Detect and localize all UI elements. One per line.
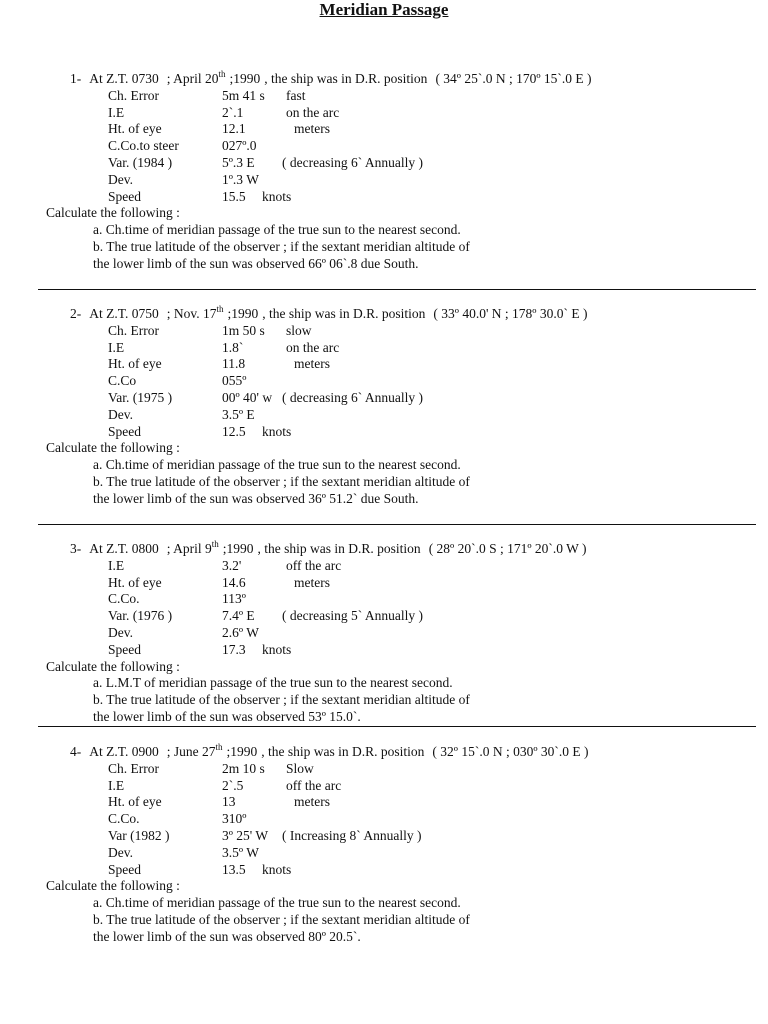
data-note: meters (294, 574, 330, 590)
zulu-time: At Z.T. 0800 (89, 541, 159, 556)
date: ; April 20 (166, 71, 219, 86)
data-label: Var. (1976 ) (108, 608, 173, 624)
question-line: the lower limb of the sun was observed 80º 20.5`. (93, 928, 361, 944)
question-line: a. L.M.T of meridian passage of the true sun to the nearest second. (93, 675, 453, 691)
date: ; Nov. 17 (166, 306, 217, 321)
data-label: Speed (108, 188, 141, 204)
data-label: Dev. (108, 625, 133, 640)
data-label: Var. (1975 ) (108, 390, 173, 405)
date-superscript: th (218, 69, 226, 79)
year: ;1990 (229, 71, 261, 86)
calculate-heading: Calculate the following : (46, 205, 180, 221)
date: ; June 27 (166, 744, 216, 759)
data-value: 2m 10 s (222, 760, 265, 776)
dr-position: ( 28º 20`.0 S ; 171º 20`.0 W ) (428, 541, 587, 556)
question-line: b. The true latitude of the observer ; if the sextant meridian altitude of (93, 474, 470, 489)
page-title: Meridian Passage (319, 0, 449, 19)
data-note: off the arc (286, 557, 342, 573)
data-value: 00º 40' w (222, 390, 273, 405)
data-value: 13.5 (222, 861, 246, 877)
data-label: I.E (108, 777, 125, 793)
year: ;1990 (226, 744, 258, 759)
data-note: ( decreasing 6` Annually ) (282, 155, 423, 170)
question-line: the lower limb of the sun was observed 66º 06`.8 due South. (93, 255, 419, 271)
data-note: on the arc (286, 339, 340, 355)
data-value: 2`.5 (222, 777, 244, 793)
data-value: 3.5º E (222, 406, 255, 422)
data-value: 3.5º W (222, 844, 259, 860)
data-value: 12.1 (222, 121, 246, 137)
data-value: 15.5 (222, 188, 246, 204)
dr-position: ( 32º 15`.0 N ; 030º 30`.0 E ) (432, 744, 589, 759)
data-label: Ch. Error (108, 760, 159, 776)
data-value: 1m 50 s (222, 322, 265, 338)
data-label: C.Co. (108, 591, 140, 607)
problem-header (70, 306, 587, 322)
data-value: 1º.3 W (222, 171, 259, 187)
year: ;1990 (227, 306, 259, 321)
question-line: b. The true latitude of the observer ; if the sextant meridian altitude of (93, 692, 470, 708)
data-label: Speed (108, 423, 141, 439)
data-note: meters (294, 356, 330, 372)
data-label: Dev. (108, 844, 133, 860)
data-note: slow (286, 322, 312, 338)
ship-text: , the ship was in D.R. position (262, 306, 426, 321)
data-label: C.Co.to steer (108, 138, 179, 154)
section-divider (38, 524, 756, 525)
ship-text: , the ship was in D.R. position (257, 541, 421, 556)
data-value: 2`.1 (222, 104, 244, 120)
calculate-heading: Calculate the following : (46, 440, 180, 456)
dr-position: ( 34º 25`.0 N ; 170º 15`.0 E ) (435, 71, 592, 86)
data-label: Ht. of eye (108, 121, 162, 137)
question-line: the lower limb of the sun was observed 53º 15.0`. (93, 709, 361, 724)
zulu-time: At Z.T. 0750 (89, 306, 159, 321)
data-value: 12.5 (222, 423, 246, 439)
data-label: Ht. of eye (108, 356, 162, 372)
data-note: fast (286, 87, 306, 103)
data-label: Ch. Error (108, 87, 159, 103)
data-label: Speed (108, 861, 141, 877)
problem-header (70, 71, 592, 87)
data-value: 3.2' (222, 557, 242, 573)
data-note: on the arc (286, 104, 340, 120)
data-value: 3º 25' W (222, 828, 269, 843)
data-value: 5m 41 s (222, 87, 265, 103)
date-superscript: th (211, 539, 219, 549)
data-label: Speed (108, 641, 141, 657)
question-line: a. Ch.time of meridian passage of the true sun to the nearest second. (93, 457, 461, 473)
data-note: knots (262, 861, 292, 877)
calculate-heading: Calculate the following : (46, 878, 180, 894)
data-note: ( decreasing 5` Annually ) (282, 608, 423, 624)
data-label: Dev. (108, 406, 133, 422)
data-label: C.Co (108, 373, 137, 389)
data-value: 1.8` (222, 339, 244, 355)
zulu-time: At Z.T. 0900 (89, 744, 159, 759)
data-value: 5º.3 E (222, 155, 255, 170)
calculate-heading: Calculate the following : (46, 658, 180, 674)
ship-text: , the ship was in D.R. position (261, 744, 425, 759)
data-value: 027º.0 (222, 138, 257, 154)
data-label: Ht. of eye (108, 574, 162, 590)
data-label: I.E (108, 104, 125, 120)
problem-number: 3- (70, 541, 82, 556)
section-divider (38, 289, 756, 290)
problem-number: 1- (70, 71, 82, 86)
data-value: 11.8 (222, 356, 246, 372)
data-value: 055º (222, 373, 247, 389)
date-superscript: th (216, 304, 224, 314)
zulu-time: At Z.T. 0730 (89, 71, 159, 86)
problem-number: 2- (70, 306, 82, 321)
section-divider (38, 726, 756, 727)
data-label: Ht. of eye (108, 794, 162, 810)
data-label: Var. (1984 ) (108, 155, 173, 170)
data-value: 2.6º W (222, 625, 259, 640)
question-line: a. Ch.time of meridian passage of the true sun to the nearest second. (93, 222, 461, 238)
question-line: a. Ch.time of meridian passage of the true sun to the nearest second. (93, 895, 461, 911)
data-label: Var (1982 ) (108, 828, 170, 843)
data-note: meters (294, 121, 330, 137)
data-note: knots (262, 641, 292, 657)
data-note: ( decreasing 6` Annually ) (282, 390, 423, 405)
ship-text: , the ship was in D.R. position (264, 71, 428, 86)
question-line: the lower limb of the sun was observed 36º 51.2` due South. (93, 490, 419, 506)
data-value: 113º (222, 591, 246, 607)
dr-position: ( 33º 40.0' N ; 178º 30.0` E ) (433, 306, 588, 321)
problem-header (70, 744, 589, 760)
data-note: Slow (286, 760, 314, 776)
problem-number: 4- (70, 744, 82, 759)
date: ; April 9 (166, 541, 212, 556)
problem-header (70, 541, 587, 557)
data-label: Ch. Error (108, 322, 159, 338)
data-value: 14.6 (222, 574, 246, 590)
question-line: b. The true latitude of the observer ; if the sextant meridian altitude of (93, 912, 470, 927)
data-note: off the arc (286, 777, 342, 793)
data-value: 13 (222, 794, 236, 810)
date-superscript: th (215, 742, 223, 752)
data-label: I.E (108, 339, 125, 355)
data-note: ( Increasing 8` Annually ) (282, 828, 422, 843)
data-label: C.Co. (108, 811, 140, 827)
data-note: meters (294, 794, 330, 810)
data-value: 17.3 (222, 641, 246, 657)
data-label: I.E (108, 557, 125, 573)
data-note: knots (262, 188, 292, 204)
data-label: Dev. (108, 171, 133, 187)
data-value: 7.4º E (222, 608, 255, 624)
data-note: knots (262, 423, 292, 439)
year: ;1990 (222, 541, 254, 556)
data-value: 310º (222, 811, 247, 827)
question-line: b. The true latitude of the observer ; if the sextant meridian altitude of (93, 239, 470, 254)
